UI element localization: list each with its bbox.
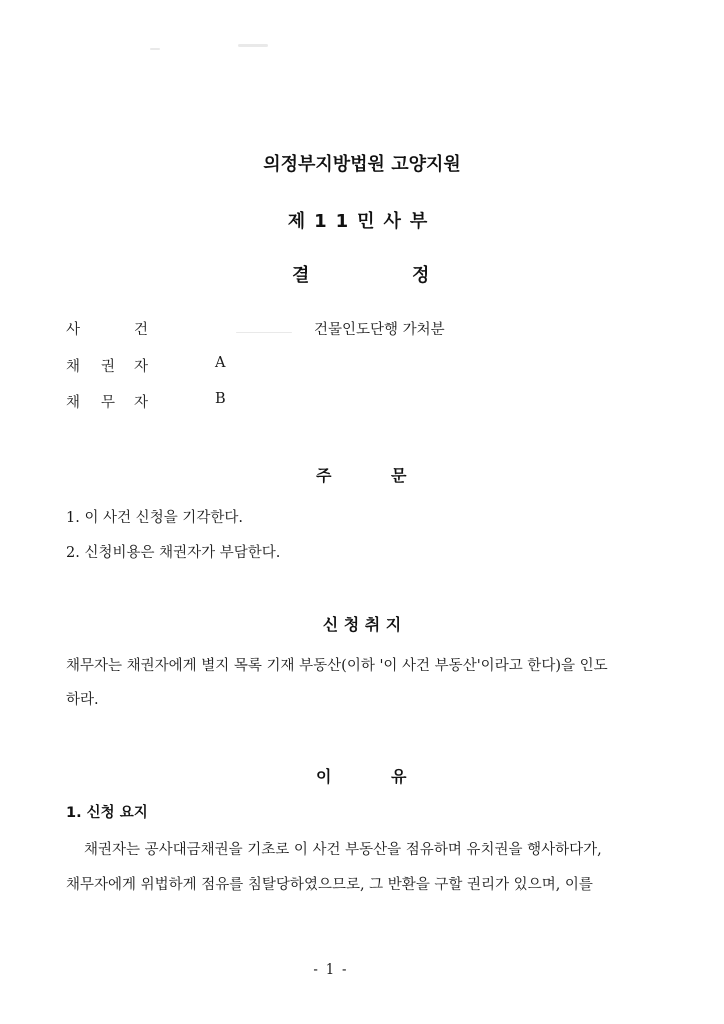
debtor-label-char-3: 자 [134,395,149,411]
reasons-subheading: 1. 신청 요지 [66,805,148,821]
order-title-right: 문 [391,466,407,485]
reasons-title-right: 유 [391,767,407,786]
reasons-title-left: 이 [316,767,332,786]
creditor-label-char-2: 권 [101,359,116,375]
creditor-name: A [215,355,226,371]
case-label-char-1: 사 [66,322,81,338]
page-number: - 1 - [313,962,349,978]
order-item-1: 1. 이 사건 신청을 기각한다. [66,510,243,526]
creditor-label-char-1: 채 [66,359,81,375]
scan-mark [238,44,268,47]
case-label-char-2: 건 [134,322,149,338]
redacted-case-number [236,332,292,333]
document-title-left: 결 [292,265,310,286]
reasons-line-2: 채무자에게 위법하게 점유를 침탈당하였으므로, 그 반환을 구할 권리가 있으며, 이를 [66,877,593,893]
order-item-2: 2. 신청비용은 채권자가 부담한다. [66,545,281,561]
document-title-right: 정 [412,265,430,286]
purpose-line-2: 하라. [66,692,99,708]
reasons-line-1: 채권자는 공사대금채권을 기초로 이 사건 부동산을 점유하며 유치권을 행사하다가, [84,842,602,858]
purpose-line-1: 채무자는 채권자에게 별지 목록 기재 부동산(이하 '이 사건 부동산'이라고 한다)을 인도 [66,658,608,674]
court-name: 의정부지방법원 고양지원 [263,154,461,175]
debtor-label-char-1: 채 [66,395,81,411]
case-name: 건물인도단행 가처분 [314,322,445,338]
order-title-left: 주 [316,466,332,485]
debtor-label-char-2: 무 [101,395,116,411]
scan-mark [150,48,160,50]
department-name: 제11민사부 [287,211,437,232]
creditor-label-char-3: 자 [134,359,149,375]
purpose-title: 신 청 취 지 [322,615,402,634]
debtor-name: B [215,391,226,407]
